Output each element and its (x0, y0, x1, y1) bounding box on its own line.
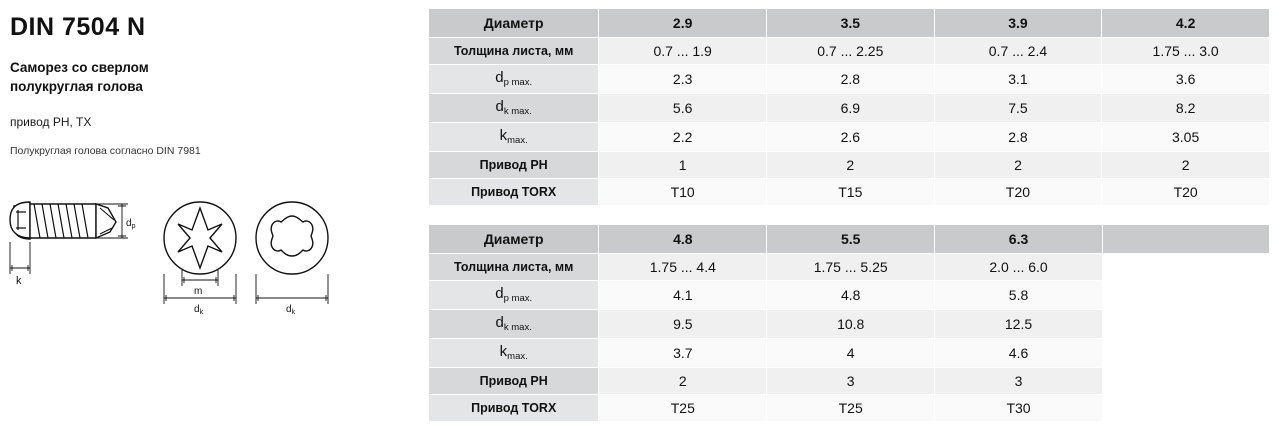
cell-value: 7.5 (934, 94, 1102, 123)
cell-value: 9.5 (599, 310, 767, 339)
page-title: DIN 7504 N (10, 13, 146, 41)
header-cell-value: 6.3 (935, 225, 1103, 254)
var-subscript: p max. (503, 293, 533, 304)
cell-value: 1.75 ... 3.0 (1102, 38, 1270, 65)
table-row (429, 254, 1270, 281)
cell-value: 3 (767, 368, 935, 395)
cell-value: 2 (766, 152, 934, 179)
cell-value: 4 (767, 339, 935, 368)
row-label-sheet-thickness: Толщина листа, мм (429, 38, 599, 65)
product-name-line-2: полукруглая голова (10, 79, 143, 95)
table-row (429, 310, 1270, 339)
cell-value: 2.2 (599, 123, 767, 152)
var-symbol: k (499, 127, 508, 144)
product-name-line-1: Саморез со сверлом (10, 59, 149, 75)
var-subscript: max. (507, 135, 528, 146)
dimension-label-k: k (16, 275, 22, 287)
cell-value: 1.75 ... 5.25 (767, 254, 935, 281)
var-symbol: k (499, 343, 508, 360)
var-subscript: max. (507, 351, 528, 362)
table-row (429, 395, 1270, 422)
table-row (429, 38, 1270, 65)
header-cell-value: 3.5 (766, 9, 934, 38)
row-label-drive-torx: Привод TORX (429, 395, 599, 422)
cell-value: 2.3 (599, 65, 767, 94)
row-label-drive-torx: Привод TORX (429, 179, 599, 206)
cell-value: 5.8 (935, 281, 1103, 310)
cell-value: 12.5 (935, 310, 1103, 339)
row-label-dk-max (429, 310, 599, 339)
table-row (429, 225, 1270, 254)
dimension-label-dp: $d_p$ (126, 218, 136, 230)
cell-value: T15 (766, 179, 934, 206)
dimension-label-m: m (194, 286, 203, 297)
table-row (429, 94, 1270, 123)
row-label-dp-max (429, 281, 599, 310)
cell-value: 0.7 ... 2.4 (934, 38, 1102, 65)
cell-value: 2.0 ... 6.0 (935, 254, 1103, 281)
row-label-dp-max (429, 65, 599, 94)
cell-empty (1102, 368, 1269, 395)
cell-value: T25 (767, 395, 935, 422)
var-symbol: d (495, 285, 504, 302)
cell-value: 2.8 (766, 65, 934, 94)
cell-value: 2 (1102, 152, 1270, 179)
cell-value: 3.6 (1102, 65, 1270, 94)
cell-value: T10 (599, 179, 767, 206)
row-label-k-max (429, 339, 599, 368)
head-standard-note: Полукруглая голова согласно DIN 7981 (10, 144, 201, 157)
cell-value: 1 (599, 152, 767, 179)
spec-table-1-wrapper (428, 8, 1270, 206)
header-cell-diameter: Диаметр (429, 9, 599, 38)
product-name (10, 58, 412, 97)
cell-empty (1102, 395, 1269, 422)
cell-value: 2 (599, 368, 767, 395)
cell-value: T20 (1102, 179, 1270, 206)
cell-value: 3.05 (1102, 123, 1270, 152)
header-cell-value: 5.5 (767, 225, 935, 254)
var-subscript: p max. (503, 77, 533, 88)
cell-value: 8.2 (1102, 94, 1270, 123)
cell-value: 4.1 (599, 281, 767, 310)
header-cell-value: 3.9 (934, 9, 1102, 38)
table-row (429, 9, 1270, 38)
table-row (429, 368, 1270, 395)
cell-value: 3 (935, 368, 1103, 395)
spec-table-2 (428, 224, 1270, 422)
table-row (429, 339, 1270, 368)
cell-empty (1102, 281, 1269, 310)
row-label-drive-ph: Привод PH (429, 152, 599, 179)
header-cell-value: 4.8 (599, 225, 767, 254)
row-label-drive-ph: Привод PH (429, 368, 599, 395)
cell-empty (1102, 310, 1269, 339)
row-label-sheet-thickness: Толщина листа, мм (429, 254, 599, 281)
row-label-k-max (429, 123, 599, 152)
table-row (429, 281, 1270, 310)
cell-value: 1.75 ... 4.4 (599, 254, 767, 281)
cell-value: 3.1 (934, 65, 1102, 94)
cell-empty (1102, 254, 1269, 281)
var-subscript: k max. (503, 322, 532, 333)
table-row (429, 65, 1270, 94)
screw-drawings-svg (4, 198, 416, 318)
row-label-dk-max (429, 94, 599, 123)
spec-table-1 (428, 8, 1270, 206)
header-cell-value: 2.9 (599, 9, 767, 38)
var-symbol: d (495, 69, 504, 86)
cell-value: 2.8 (934, 123, 1102, 152)
cell-value: 0.7 ... 2.25 (766, 38, 934, 65)
cell-value: 3.7 (599, 339, 767, 368)
cell-value: 2.6 (766, 123, 934, 152)
var-symbol: d (495, 314, 504, 331)
cell-value: 5.6 (599, 94, 767, 123)
var-symbol: d (495, 98, 504, 115)
drive-types: привод PH, TX (10, 114, 92, 129)
cell-value: T30 (935, 395, 1103, 422)
table-row (429, 179, 1270, 206)
cell-value: 2 (934, 152, 1102, 179)
cell-value: 4.8 (767, 281, 935, 310)
header-cell-value: 4.2 (1102, 9, 1270, 38)
table-row (429, 123, 1270, 152)
cell-empty (1102, 339, 1269, 368)
technical-drawings (4, 198, 416, 318)
cell-value: T25 (599, 395, 767, 422)
header-cell-empty (1102, 225, 1269, 254)
var-subscript: k max. (503, 106, 532, 117)
cell-value: T20 (934, 179, 1102, 206)
cell-value: 0.7 ... 1.9 (599, 38, 767, 65)
spec-table-2-wrapper (428, 224, 1270, 422)
dimension-label-dk-1: $d_k$ (194, 304, 204, 316)
table-row (429, 152, 1270, 179)
cell-value: 6.9 (766, 94, 934, 123)
dimension-label-dk-2: $d_k$ (286, 304, 296, 316)
cell-value: 4.6 (935, 339, 1103, 368)
cell-value: 10.8 (767, 310, 935, 339)
header-cell-diameter: Диаметр (429, 225, 599, 254)
